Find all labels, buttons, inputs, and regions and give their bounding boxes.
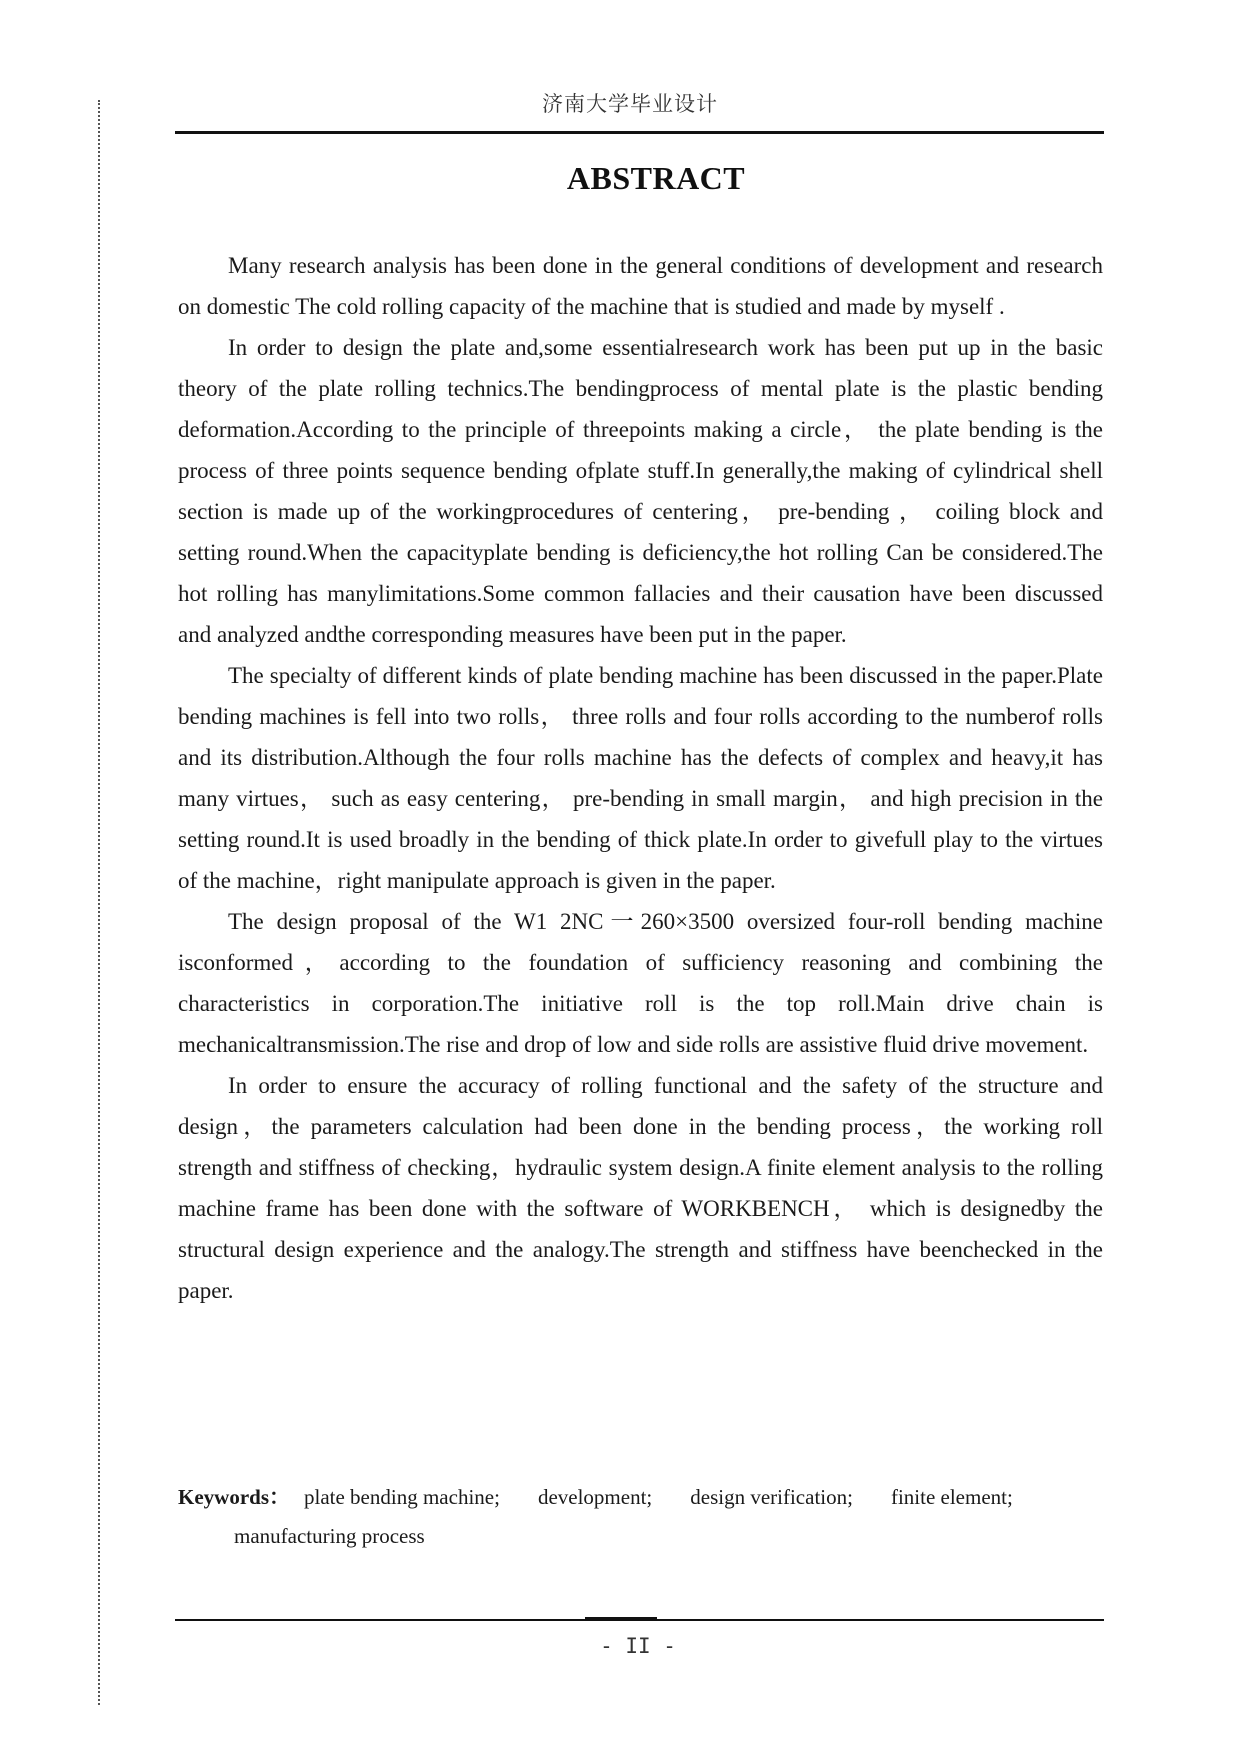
keyword-item: plate bending machine; bbox=[304, 1485, 500, 1509]
keywords-label: Keywords： bbox=[178, 1485, 290, 1509]
header-rule bbox=[175, 131, 1104, 134]
footer-rule-accent bbox=[585, 1617, 657, 1621]
abstract-paragraph-4: The design proposal of the W1 2NC一260×3500 oversized four-roll bending machine isconformed，according to the foundation of sufficiency reasoning and combining the characteristics in corporation.The initiative roll is the top roll.Main drive chain is mechanicaltransmission.The rise and drop of low and side rolls are assistive fluid drive movement. bbox=[178, 909, 1103, 1057]
abstract-body bbox=[178, 245, 1103, 1311]
running-header: 济南大学毕业设计 bbox=[542, 92, 718, 116]
page-number: - II - bbox=[600, 1634, 676, 1658]
abstract-paragraph-2: In order to design the plate and,some essentialresearch work has been put up in the basic theory of the plate rolling technics.The bendingprocess of mental plate is the plastic bending deformation.According to the principle of threepoints making a circle， the plate bending is the process of three points sequence bending ofplate stuff.In generally,the making of cylindrical shell section is made up of the workingprocedures of centering， pre-bending ， coiling block and setting round.When the capacityplate bending is deficiency,the hot rolling Can be considered.The hot rolling has manylimitations.Some common fallacies and their causation have been discussed and analyzed andthe corresponding measures have been put in the paper. bbox=[178, 335, 1103, 647]
abstract-paragraph-1: Many research analysis has been done in the general conditions of development and research on domestic The cold rolling capacity of the machine that is studied and made by myself . bbox=[178, 253, 1103, 319]
binding-margin-line bbox=[98, 100, 100, 1705]
keywords-line-1 bbox=[178, 1478, 1103, 1517]
abstract-paragraph-5: In order to ensure the accuracy of rolling functional and the safety of the structure and design，the parameters calculation had been done in the bending process，the working roll strength and stiffness of checking，hydraulic system design.A finite element analysis to the rolling machine frame has been done with the software of WORKBENCH， which is designedby the structural design experience and the analogy.The strength and stiffness have beenchecked in the paper. bbox=[178, 1073, 1103, 1303]
abstract-paragraph-3: The specialty of different kinds of plate bending machine has been discussed in the paper.Plate bending machines is fell into two rolls， three rolls and four rolls according to the numberof rolls and its distribution.Although the four rolls machine has the defects of complex and heavy,it has many virtues， such as easy centering， pre-bending in small margin， and high precision in the setting round.It is used broadly in the bending of thick plate.In order to givefull play to the virtues of the machine，right manipulate approach is given in the paper. bbox=[178, 663, 1103, 893]
keyword-item: design verification; bbox=[690, 1485, 853, 1509]
keyword-item: manufacturing process bbox=[234, 1524, 425, 1548]
keywords-section bbox=[178, 1478, 1103, 1556]
keyword-item: finite element; bbox=[890, 1485, 1013, 1509]
abstract-title: ABSTRACT bbox=[566, 160, 746, 196]
keyword-item: development; bbox=[537, 1485, 653, 1509]
keywords-line-2 bbox=[178, 1517, 1103, 1556]
